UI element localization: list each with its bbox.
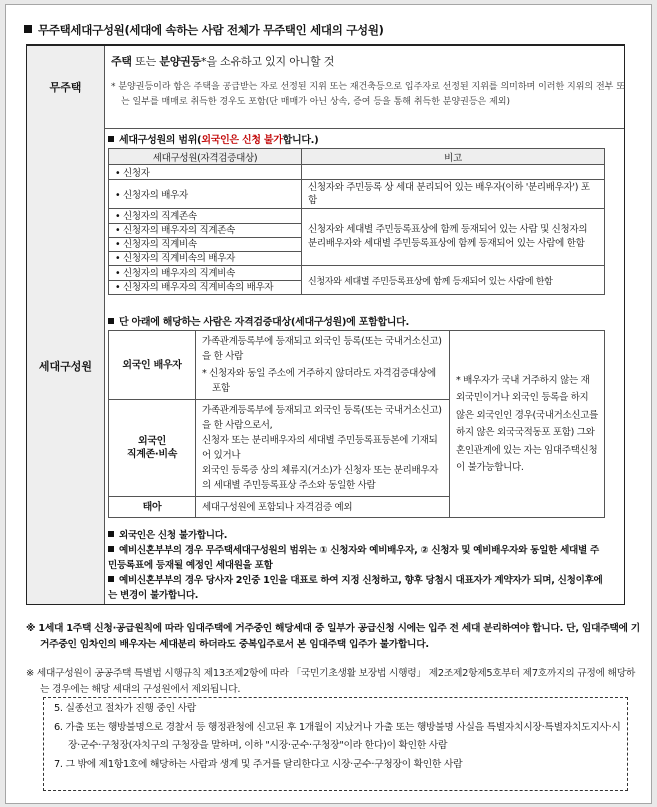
note-excluded-members: ※ 세대구성원이 공공주택 특별법 시행규칙 제13조제2항에 따라 「국민기초생활 보장법 시행령」 제2조제2항제5호부터 제7호까지의 규정에 해당하는 경우에는 해당 세대의 구성원에서 제외됩니다. xyxy=(26,668,636,695)
header-member: 세대구성원(자격검증대상) xyxy=(109,149,302,165)
member-item: • 신청자의 배우자의 직계비속의 배우자 xyxy=(115,281,274,293)
section-included-members: 단 아래에 해당하는 사람은 자격검증대상(세대구성원)에 포함합니다. xyxy=(108,313,409,328)
row-label-household-member: 세대구성원 xyxy=(27,128,105,604)
bullet-foreigner: 외국인은 신청 불가합니다. xyxy=(108,528,604,543)
table-row xyxy=(109,266,605,295)
title-text: 무주택세대구성원(세대에 속하는 사람 전체가 무주택인 세대의 구성원) xyxy=(38,23,384,37)
foreign-lineal-desc: 가족관계등록부에 등재되고 외국인 등록(또는 국내거소신고)을 한 사람으로서, 신청자 또는 분리배우자의 세대별 주민등록표등본에 기재되어 있거나 외국인 등록증 상의 체류지(거소)가 신청자 또는 분리배우자의 세대별 주민등록표상 주소와 동일한 사람 xyxy=(196,400,450,497)
member-item: • 신청자의 직계비속 xyxy=(109,238,301,252)
member-item: • 신청자의 배우자의 직계비속 xyxy=(109,267,301,281)
excluded-cases-box xyxy=(43,697,628,791)
table-header-row xyxy=(109,149,605,165)
table-row xyxy=(109,331,605,400)
member-item: • 신청자의 배우자의 직계존속 xyxy=(109,224,301,238)
header-remark: 비고 xyxy=(302,149,605,165)
foreigner-not-allowed-highlight: 외국인은 신청 불가 xyxy=(201,135,283,146)
foreign-spouse-desc: 가족관계등록부에 등재되고 외국인 등록(또는 국내거소신고)을 한 사람 * 신청자와 동일 주소에 거주하지 않더라도 자격검증대상에 포함 xyxy=(196,331,450,400)
bullet-engaged-representative: 예비신혼부부의 경우 당사자 2인중 1인을 대표로 하여 지정 신청하고, 향후 당첨시 대표자가 계약자가 되며, 신청이후에는 변경이 불가합니다. xyxy=(108,575,603,601)
label-foreign-spouse: 외국인 배우자 xyxy=(109,331,196,400)
side-note-foreign-spouse: * 배우자가 국내 거주하지 않는 재외국민이거나 외국인 등록을 하지 않은 외국인인 경우(국내거소신고를 하지 않은 외국국적동포 포함) 그와 혼인관계에 있는 자는 임대주택신청이 불가능합니다. xyxy=(450,331,605,518)
excluded-case-item: 7. 그 밖에 제1항1호에 해당하는 사람과 생계 및 주거를 달리한다고 시장·군수·구청장이 확인한 사람 xyxy=(54,758,463,770)
square-bullet-icon xyxy=(108,136,114,142)
fetus-desc: 세대구성원에 포함되나 자격검증 예외 xyxy=(196,497,450,518)
member-cell: • 신청자의 배우자 xyxy=(109,180,302,209)
bullet-engaged-scope: 예비신혼부부의 경우 무주택세대구성원의 범위는 ① 신청자와 예비배우자, ② 신청자 및 예비배우자와 동일한 세대별 주민등록표에 등재될 예정인 세대원을 포함 xyxy=(108,545,599,571)
row-body-homeless xyxy=(105,46,624,129)
member-cell: • 신청자 xyxy=(109,165,302,180)
member-item: • 신청자의 직계비속의 배우자 xyxy=(115,252,235,264)
remark-cell xyxy=(302,165,605,180)
square-bullet-icon xyxy=(24,25,32,33)
label-fetus: 태아 xyxy=(109,497,196,518)
remark-cell: 신청자와 주민등록 상 세대 분리되어 있는 배우자(이하 '분리배우자') 포함 xyxy=(302,180,605,209)
page-title xyxy=(24,22,384,38)
square-bullet-icon xyxy=(108,531,114,537)
square-bullet-icon xyxy=(108,546,114,552)
note-one-household: ※ 1세대 1주택 신청·공급원칙에 따라 임대주택에 거주중인 해당세대 중 일부가 공급신청 시에는 입주 전 세대 분리하여야 합니다. 단, 임대주택에 기 거주중인 임차인의 배우자는 세대분리 하더라도 중복입주로서 본 임대주택 입주가 불가합니다. xyxy=(26,623,640,650)
table-row xyxy=(109,165,605,180)
table-row xyxy=(109,180,605,209)
remark-cell: 신청자와 세대별 주민등록표상에 함께 등재되어 있는 사람 및 신청자의 분리배우자와 세대별 주민등록표상에 함께 등재되어 있는 사람에 한함 xyxy=(302,209,605,266)
row-label-homeless: 무주택 xyxy=(27,46,105,129)
square-bullet-icon xyxy=(108,318,114,324)
square-bullet-icon xyxy=(108,576,114,582)
member-cell xyxy=(109,209,302,266)
member-scope-table xyxy=(108,148,605,295)
label-foreign-lineal: 외국인 직계존·비속 xyxy=(109,400,196,497)
member-cell xyxy=(109,266,302,295)
table-row xyxy=(109,209,605,266)
homeless-condition: 주택 또는 분양권등*을 소유하고 있지 아니할 것 xyxy=(111,55,335,68)
member-item: • 신청자의 직계존속 xyxy=(109,210,301,224)
excluded-case-item: 5. 실종선고 절차가 진행 중인 사람 xyxy=(54,703,196,714)
homeless-footnote: * 분양권등이라 함은 주택을 공급받는 자로 선정된 지위 또는 재건축등으로 입주자로 선정된 지위를 의미하며 이러한 지위의 전부 또는 일부를 매매로 취득한 경우도 포함(단 매매가 아닌 상속, 증여 등을 통해 취득한 분양권등은 제외) xyxy=(111,82,625,107)
included-members-table xyxy=(108,330,605,518)
excluded-case-item: 6. 가출 또는 행방불명으로 경찰서 등 행정관청에 신고된 후 1개월이 지났거나 가출 또는 행방불명 사실을 특별자치시장·특별자치도지사·시장·군수·구청장(자치구의 구청장을 말하며, 이하 "시장·군수·구청장"이라 한다)이 확인한 사람 xyxy=(54,721,621,751)
section-member-scope: 세대구성원의 범위(외국인은 신청 불가합니다.) xyxy=(108,131,318,146)
remark-cell: 신청자와 세대별 주민등록표상에 함께 등재되어 있는 사람에 한함 xyxy=(302,266,605,295)
